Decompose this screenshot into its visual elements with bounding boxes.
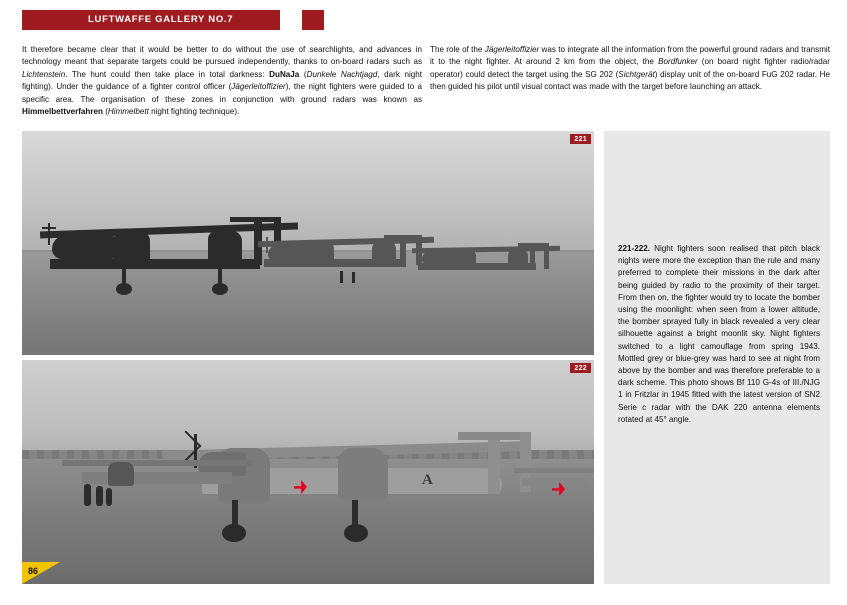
page-header: [22, 10, 788, 30]
body-text-left-column: [22, 44, 422, 118]
left-text-seg1: It therefore became clear that it would be better to do without the use of searchlights, and advances in technology meant that separate targets could be pursued independently, thanks to on-board radars such as: [22, 45, 422, 67]
photo-221-ground-crew-1: [340, 271, 343, 283]
left-text-seg2: . The hunt could then take place in total darkness:: [65, 69, 270, 79]
photo-221-aircraft-tailplane-2: [384, 235, 418, 239]
right-text-seg1: The role of the: [430, 45, 485, 54]
photo-222-number-tag: 222: [570, 363, 591, 373]
photo-221-aircraft-cockpit-3: [422, 251, 458, 265]
photograph-222: [22, 360, 594, 584]
photo-222-aircraft-wheel-right: [344, 524, 368, 542]
photo-222-aircraft-tailfin-left: [488, 432, 500, 494]
left-text-em4: Himmelbett: [107, 107, 149, 117]
photo-221-aircraft-nacelle-4: [372, 241, 396, 263]
photo-222-aircraft-tailplane-main: [458, 432, 528, 440]
right-text-em3: Sichtgerät: [618, 69, 655, 79]
photo-221-aircraft-tailfin-6: [544, 243, 549, 269]
photo-221-aircraft-cockpit-1: [52, 235, 116, 259]
photo-222-aircraft-nacelle-second: [108, 462, 134, 486]
left-text-seg6: (: [102, 107, 108, 117]
photo-221-aircraft-tailplane-1: [230, 217, 276, 222]
photo-221-radar-antenna-2: [42, 227, 56, 229]
header-accent-square: [302, 10, 324, 30]
photo-222-aircraft-fuselage-second: [82, 472, 232, 484]
photo-221-aircraft-nacelle-2: [208, 231, 242, 263]
photo-221-aircraft-nacelle-6: [508, 249, 528, 267]
left-text-seg3: (: [299, 69, 307, 79]
photo-222-aircraft-nacelle-right: [338, 448, 388, 500]
photo-221-number-tag: 221: [570, 134, 591, 144]
photo-221-aircraft-wheel-2: [212, 283, 228, 295]
body-text-right-column: [430, 44, 830, 94]
page-number: 86: [28, 566, 39, 576]
caption-block: [618, 243, 820, 426]
left-text-seg5: ), the night fighters were guided to a specific area. The organisation of these zones in conjunction with ground radars was known as: [22, 82, 422, 104]
photograph-221: [22, 131, 594, 355]
photo-221-radar-antenna-3: [42, 235, 56, 237]
photo-222-aircraft-wing-second: [62, 460, 252, 466]
photo-221-aircraft-tailfin-3: [400, 235, 406, 265]
photo-222-fuselage-code: A: [422, 472, 433, 488]
left-text-em3: Jägerleitoffizier: [231, 82, 286, 92]
photo-221-aircraft-cockpit-2: [268, 245, 312, 261]
left-text-strong1: DuNaJa: [269, 69, 300, 79]
photo-221-aircraft-tailplane-3: [518, 243, 546, 247]
page-number-badge: [22, 562, 62, 584]
right-text-em2: Bordfunker: [658, 57, 698, 67]
page-title: LUFTWAFFE GALLERY NO.7: [88, 14, 234, 25]
right-text-em1: Jägerleitoffizier: [484, 45, 540, 54]
caption-reference: 221-222.: [618, 244, 650, 253]
left-text-em1: Lichtenstein: [22, 69, 66, 79]
right-text-seg2: was to integrate all the information from the powerful ground radars and transmit it to the night fighter. At around 2 km from the object, the: [430, 45, 830, 67]
photo-222-ground-crew-3: [106, 488, 112, 506]
photo-221-aircraft-wheel-1: [116, 283, 132, 295]
left-text-seg4: , dark night fighting). Under the guidance of a fighter control officer (: [22, 69, 423, 92]
photo-222-ground-crew-1: [84, 484, 91, 506]
photo-221-aircraft-nacelle-1: [114, 231, 150, 265]
caption-body: Night fighters soon realised that pitch black nights were more the exception than the rule and many preferred to complete their missions in the dark after being guided by radio to the proximity of their target. From then on, the fighter would try to locate the bomber using the moonlight: when seen from a lower altitude, the bomber sprayed fully in black revealed a very clear silhouette against a bright moonlit sky. Night fighters switched to a light camouflage from spring 1943. Mottled grey or blue-grey was hard to see at night from above by the bomber and was therefore preferable to a dark scheme. This photo shows Bf 110 G-4s of III./NJG 1 in Fritzlar in 1945 fitted with the latest version of SN2 Serie c radar with the DAK 220 antenna elements rotated at 45° angle.: [618, 244, 820, 424]
left-text-em2: Dunkele Nachtjagd: [306, 69, 378, 79]
photo-221-ground-crew-2: [352, 272, 355, 283]
right-text-seg4: ) display unit of the on-board FuG 202 radar. He then guided his pilot until visual contact was made with the target before launching an attack.: [430, 69, 830, 92]
photo-222-ground-crew-2: [96, 486, 103, 506]
photo-222-aircraft-wheel-left: [222, 524, 246, 542]
left-text-strong2: Himmelbettverfahren: [22, 107, 103, 117]
photo-222-aircraft-wing-distant: [514, 468, 594, 473]
photo-221-radar-antenna-4: [266, 237, 268, 253]
right-text-seg3: (on board night fighter radio/radar operator) could detect the target using the SG 202 (: [430, 57, 830, 79]
left-text-seg7: night fighting technique).: [148, 107, 240, 117]
photo-222-aircraft-fuselage-distant: [522, 478, 588, 486]
